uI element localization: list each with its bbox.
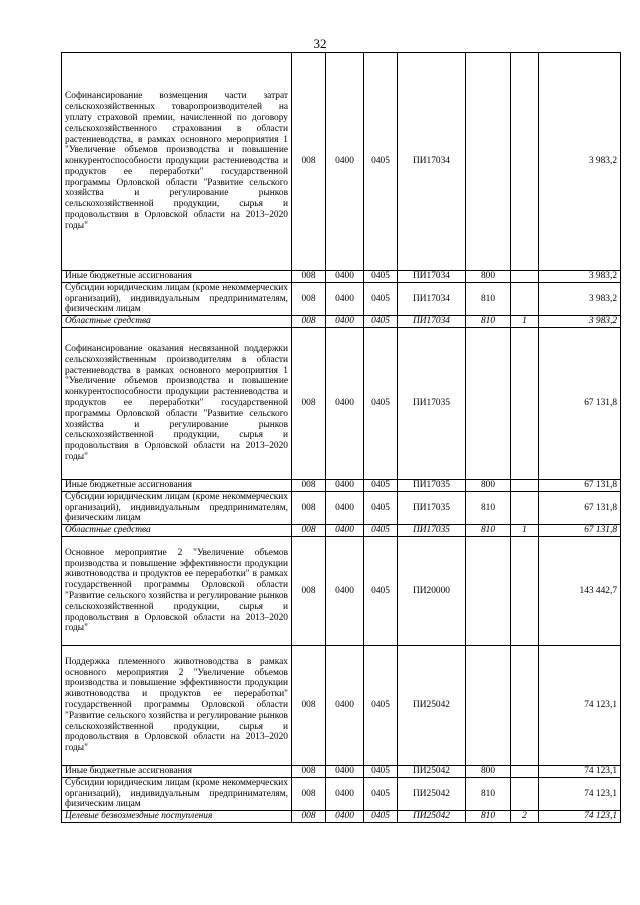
- cell-grbs: 008: [292, 765, 326, 777]
- cell-funding-source: [511, 327, 539, 479]
- cell-expense-type: 810: [466, 777, 511, 810]
- cell-section: 0400: [326, 645, 364, 765]
- cell-expense-type: 800: [466, 479, 511, 491]
- cell-funding-source: 1: [511, 316, 539, 328]
- table-row: [62, 282, 621, 315]
- cell-expense-type: [466, 53, 511, 271]
- table-body: [62, 53, 621, 823]
- table-row: [62, 327, 621, 479]
- cell-funding-source: [511, 479, 539, 491]
- cell-amount: 67 131,8: [539, 525, 621, 537]
- cell-grbs: 008: [292, 811, 326, 823]
- cell-expense-type: [466, 536, 511, 645]
- cell-subsection: 0405: [364, 777, 398, 810]
- cell-grbs: 008: [292, 53, 326, 271]
- row-description: Иные бюджетные ассигнования: [62, 479, 292, 491]
- cell-amount: 3 983,2: [539, 282, 621, 315]
- cell-grbs: 008: [292, 282, 326, 315]
- cell-grbs: 008: [292, 645, 326, 765]
- row-description: Поддержка племенного животноводства в рамках основного мероприятия 2 "Увеличение объемов производства и повышение эффективности продукции животноводства и продуктов ее переработки" государственной программы Орловской области "Развитие сельского хозяйства и регулирование рынков сельскохозяйственной продукции, сырья и продовольствия в Орловской области на 2013–2020 годы": [62, 645, 292, 765]
- cell-subsection: 0405: [364, 479, 398, 491]
- cell-expense-type: 800: [466, 765, 511, 777]
- cell-amount: 3 983,2: [539, 53, 621, 271]
- cell-amount: 3 983,2: [539, 316, 621, 328]
- table-row: [62, 491, 621, 524]
- cell-funding-source: [511, 765, 539, 777]
- cell-expense-type: 800: [466, 271, 511, 283]
- row-description: Субсидии юридическим лицам (кроме некоммерческих организаций), индивидуальным предпринимателям, физическим лицам: [62, 777, 292, 810]
- cell-amount: 143 442,7: [539, 536, 621, 645]
- cell-subsection: 0405: [364, 316, 398, 328]
- table-row: [62, 316, 621, 328]
- cell-target-article: ПИ17035: [398, 491, 466, 524]
- cell-funding-source: 1: [511, 525, 539, 537]
- cell-funding-source: [511, 53, 539, 271]
- cell-grbs: 008: [292, 271, 326, 283]
- cell-expense-type: 810: [466, 525, 511, 537]
- cell-grbs: 008: [292, 316, 326, 328]
- row-description: Областные средства: [62, 525, 292, 537]
- cell-amount: 67 131,8: [539, 479, 621, 491]
- cell-funding-source: [511, 491, 539, 524]
- cell-funding-source: [511, 777, 539, 810]
- cell-subsection: 0405: [364, 282, 398, 315]
- cell-target-article: ПИ17034: [398, 53, 466, 271]
- row-description: Софинансирование оказания несвязанной поддержки сельскохозяйственным производителям в области растениеводства в рамках основного мероприятия 1 "Увеличение объемов производства и повышение конкурентоспособности продукции растениеводства и продуктов ее переработки" государственной программы Орловской области "Развитие сельского хозяйства и регулирование рынков сельскохозяйственной продукции, сырья и продовольствия в Орловской области на 2013–2020 годы": [62, 327, 292, 479]
- cell-grbs: 008: [292, 327, 326, 479]
- cell-expense-type: 810: [466, 282, 511, 315]
- cell-subsection: 0405: [364, 271, 398, 283]
- cell-subsection: 0405: [364, 765, 398, 777]
- cell-amount: 74 123,1: [539, 765, 621, 777]
- cell-funding-source: [511, 271, 539, 283]
- table-row: [62, 479, 621, 491]
- cell-section: 0400: [326, 53, 364, 271]
- table-row: [62, 765, 621, 777]
- cell-section: 0400: [326, 765, 364, 777]
- table-row: [62, 645, 621, 765]
- cell-section: 0400: [326, 271, 364, 283]
- cell-target-article: ПИ17035: [398, 525, 466, 537]
- cell-amount: 74 123,1: [539, 811, 621, 823]
- cell-target-article: ПИ17035: [398, 327, 466, 479]
- cell-expense-type: 810: [466, 316, 511, 328]
- cell-target-article: ПИ17034: [398, 271, 466, 283]
- table-row: [62, 271, 621, 283]
- table-row: [62, 536, 621, 645]
- cell-amount: 67 131,8: [539, 491, 621, 524]
- cell-funding-source: [511, 536, 539, 645]
- table-row: [62, 811, 621, 823]
- cell-section: 0400: [326, 536, 364, 645]
- cell-expense-type: 810: [466, 491, 511, 524]
- cell-amount: 74 123,1: [539, 645, 621, 765]
- cell-subsection: 0405: [364, 536, 398, 645]
- table-row: [62, 53, 621, 271]
- cell-target-article: ПИ25042: [398, 811, 466, 823]
- table-row: [62, 525, 621, 537]
- row-description: Целевые безвозмездные поступления: [62, 811, 292, 823]
- cell-subsection: 0405: [364, 525, 398, 537]
- budget-table: [61, 52, 621, 823]
- cell-section: 0400: [326, 525, 364, 537]
- row-description: Областные средства: [62, 316, 292, 328]
- cell-target-article: ПИ25042: [398, 777, 466, 810]
- cell-grbs: 008: [292, 525, 326, 537]
- cell-grbs: 008: [292, 777, 326, 810]
- cell-target-article: ПИ17034: [398, 316, 466, 328]
- cell-expense-type: 810: [466, 811, 511, 823]
- page-number: 32: [313, 36, 327, 51]
- cell-grbs: 008: [292, 491, 326, 524]
- cell-funding-source: 2: [511, 811, 539, 823]
- row-description: Иные бюджетные ассигнования: [62, 765, 292, 777]
- cell-section: 0400: [326, 316, 364, 328]
- cell-section: 0400: [326, 491, 364, 524]
- cell-expense-type: [466, 645, 511, 765]
- cell-subsection: 0405: [364, 327, 398, 479]
- cell-target-article: ПИ20000: [398, 536, 466, 645]
- row-description: Основное мероприятие 2 "Увеличение объемов производства и повышение эффективности продукции животноводства и продуктов ее переработки" в рамках государственной программы Орловской области "Развитие сельского хозяйства и регулирование рынков сельскохозяйственной продукции, сырья и продовольствия в Орловской области на 2013–2020 годы": [62, 536, 292, 645]
- cell-funding-source: [511, 282, 539, 315]
- row-description: Субсидии юридическим лицам (кроме некоммерческих организаций), индивидуальным предпринимателям, физическим лицам: [62, 282, 292, 315]
- cell-target-article: ПИ25042: [398, 765, 466, 777]
- cell-target-article: ПИ17035: [398, 479, 466, 491]
- cell-section: 0400: [326, 282, 364, 315]
- cell-target-article: ПИ17034: [398, 282, 466, 315]
- cell-section: 0400: [326, 777, 364, 810]
- cell-grbs: 008: [292, 479, 326, 491]
- cell-amount: 74 123,1: [539, 777, 621, 810]
- cell-subsection: 0405: [364, 53, 398, 271]
- cell-subsection: 0405: [364, 645, 398, 765]
- cell-subsection: 0405: [364, 491, 398, 524]
- cell-section: 0400: [326, 327, 364, 479]
- cell-grbs: 008: [292, 536, 326, 645]
- row-description: Иные бюджетные ассигнования: [62, 271, 292, 283]
- cell-funding-source: [511, 645, 539, 765]
- table-row: [62, 777, 621, 810]
- row-description: Субсидии юридическим лицам (кроме некоммерческих организаций), индивидуальным предпринимателям, физическим лицам: [62, 491, 292, 524]
- cell-target-article: ПИ25042: [398, 645, 466, 765]
- cell-subsection: 0405: [364, 811, 398, 823]
- cell-expense-type: [466, 327, 511, 479]
- cell-amount: 3 983,2: [539, 271, 621, 283]
- cell-amount: 67 131,8: [539, 327, 621, 479]
- row-description: Софинансирование возмещения части затрат сельскохозяйственных товаропроизводителей на уплату страховой премии, начисленной по договору сельскохозяйственного страхования в области растениеводства, в рамках основного мероприятия 1 "Увеличение объемов производства и повышение конкурентоспособности продукции растениеводства и продуктов ее переработки" государственной программы Орловской области "Развитие сельского хозяйства и регулирование рынков сельскохозяйственной продукции, сырья и продовольствия в Орловской области на 2013–2020 годы": [62, 53, 292, 271]
- cell-section: 0400: [326, 479, 364, 491]
- cell-section: 0400: [326, 811, 364, 823]
